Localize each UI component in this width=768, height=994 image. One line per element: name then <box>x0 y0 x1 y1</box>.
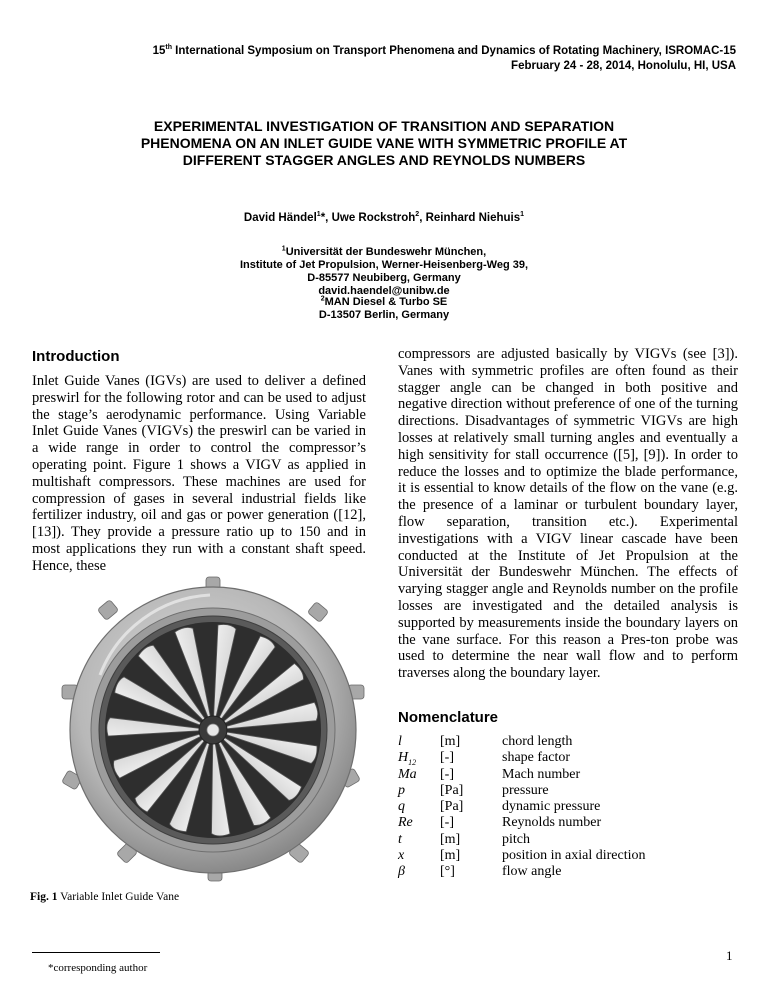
symbol: x <box>398 848 405 864</box>
affiliation-2 <box>0 296 768 322</box>
nomenclature-row <box>398 848 738 864</box>
paragraph: compressors are adjusted basically by VIGVs (see [3]). Vanes with symmetric profiles are often found as their stagger angle can be changed in both positive and negative direction without preference of one of the turning directions. Disadvantages of symmetric VIGVs are high losses at relatively small turning angles and eventually a high sensitivity for stall occurrence ([5], [9]). In order to reduce the losses and to optimize the blade performance, it is essential to know details of the flow on the vane (e.g. the presence of a laminar or turbulent boundary layer, flow separation, transition etc.). Experimental investigations with a VIGV linear cascade have been conducted at the Institute of Jet Propulsion at the Universität der Bundeswehr München. The effects of varying stagger angle and Reynolds number on the profile losses are investigated and the detailed analysis is supported by measurements inside the boundary layers on the vane surface. For this reason a Pres-ton probe was used to determine the near wall flow and to perform traverses along the boundary layer. <box>398 346 738 682</box>
unit: [m] <box>440 831 461 847</box>
affiliation-line: D-85577 Neubiberg, Germany <box>307 272 461 284</box>
introduction-left-column <box>32 373 366 575</box>
nomenclature-row <box>398 783 738 799</box>
introduction-right-column <box>398 346 738 682</box>
nomenclature-row <box>398 832 738 848</box>
author-list <box>0 212 768 224</box>
affiliation-line: Institute of Jet Propulsion, Werner-Heisenberg-Weg 39, <box>239 259 529 271</box>
title-line: EXPERIMENTAL INVESTIGATION OF TRANSITION AND SEPARATION <box>153 118 615 134</box>
symbol: t <box>398 831 402 847</box>
unit: [-] <box>440 750 454 766</box>
nomenclature-row <box>398 799 738 815</box>
symbol: Re <box>398 815 413 831</box>
author-name: Reinhard Niehuis <box>425 212 521 224</box>
author-affiliation-mark: 2 <box>415 211 420 219</box>
footnote: *corresponding author <box>48 962 148 974</box>
affiliation-mark: 2 <box>320 295 325 303</box>
description: pitch <box>502 831 530 847</box>
affiliation-line: D-13507 Berlin, Germany <box>318 309 450 321</box>
description: chord length <box>502 734 573 749</box>
unit: [°] <box>440 864 455 880</box>
nomenclature-row <box>398 734 738 750</box>
symbol: β <box>398 864 405 880</box>
nomenclature-row <box>398 864 738 880</box>
figure-caption <box>30 891 179 903</box>
title-line: DIFFERENT STAGGER ANGLES AND REYNOLDS NUMBERS <box>182 152 586 168</box>
vigv-figure <box>60 575 366 883</box>
unit: [-] <box>440 815 454 831</box>
description: flow angle <box>502 864 562 880</box>
title-line: PHENOMENA ON AN INLET GUIDE VANE WITH SYMMETRIC PROFILE AT <box>140 135 628 151</box>
unit: [m] <box>440 848 461 864</box>
nomenclature-heading: Nomenclature <box>398 709 499 726</box>
description: Mach number <box>502 766 581 782</box>
affiliation-line: Universität der Bundeswehr München, <box>285 246 487 258</box>
description: Reynolds number <box>502 815 602 831</box>
description: dynamic pressure <box>502 799 601 815</box>
conference-line-2: February 24 - 28, 2014, Honolulu, HI, USA <box>511 60 736 72</box>
nomenclature-table <box>398 734 738 881</box>
paper-title <box>60 118 708 169</box>
corresponding-mark: *, <box>320 212 332 224</box>
unit: [Pa] <box>440 782 464 798</box>
author-affiliation-mark: 1 <box>520 211 525 219</box>
figure-caption-text: Variable Inlet Guide Vane <box>57 891 180 903</box>
author-name: Uwe Rockstroh <box>331 212 416 224</box>
affiliation-line: MAN Diesel & Turbo SE <box>324 296 448 308</box>
symbol: $H_{12}$ <box>398 750 417 768</box>
affiliation-1 <box>0 246 768 298</box>
author-affiliation-mark: 1 <box>316 211 321 219</box>
symbol: l <box>398 734 402 749</box>
nomenclature-row <box>398 767 738 783</box>
footnote-rule <box>32 952 160 953</box>
introduction-heading: Introduction <box>32 348 120 365</box>
vigv-illustration <box>60 575 366 883</box>
author-name: David Händel <box>243 212 317 224</box>
description: pressure <box>502 782 549 798</box>
nomenclature-row <box>398 750 738 766</box>
symbol: p <box>398 782 405 798</box>
symbol: Ma <box>398 766 417 782</box>
paragraph: Inlet Guide Vanes (IGVs) are used to deliver a defined preswirl for the following rotor and can be used to adjust the stage’s aerodynamic performance. Using Variable Inlet Guide Vanes (VIGVs) the preswirl can be varied in a wide range in order to control the compressor’s operating point. Figure 1 shows a VIGV as applied in multishaft compressors. These machines are used for compression of gases in several industrial fields like fertilizer industry, oil and gas or power generation ([12], [13]). They provide a pressure ratio up to 150 and in most applications they run with a constant shaft speed. Hence, these <box>32 373 366 574</box>
page-number: 1 <box>726 948 733 963</box>
symbol: q <box>398 799 405 815</box>
affiliation-mark: 1 <box>281 245 286 253</box>
conference-line-1: 15th International Symposium on Transport Phenomena and Dynamics of Rotating Machinery, ISROMAC-15 <box>152 44 736 57</box>
unit: [Pa] <box>440 799 464 815</box>
affiliation-email: david.haendel@unibw.de <box>318 285 450 297</box>
author-separator: , <box>419 212 426 224</box>
unit: [-] <box>440 766 454 782</box>
nomenclature-row <box>398 815 738 831</box>
figure-label: Fig. 1 <box>30 891 58 903</box>
description: position in axial direction <box>502 848 646 864</box>
description: shape factor <box>502 750 571 766</box>
unit: [m] <box>440 734 461 749</box>
